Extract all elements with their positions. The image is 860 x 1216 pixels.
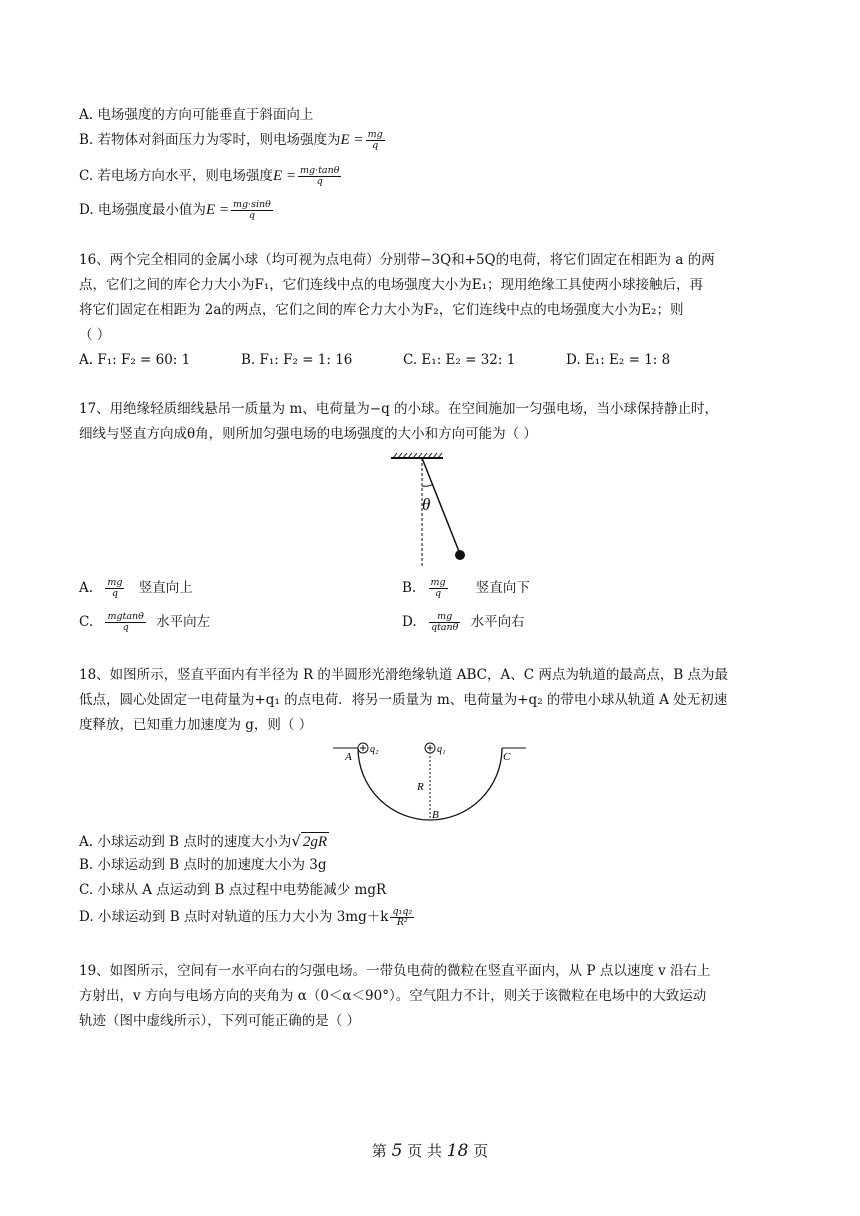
q18-stem-line-1: 18、如图所示，竖直平面内有半径为 R 的半圆形光滑绝缘轨道 ABC，A、C 两点为轨道的最高点，B 点为最 [79,667,729,683]
q18-option-d [79,907,416,928]
q15-option-d [79,200,275,221]
q15-option-b-fraction [366,130,385,151]
theta-label: θ [422,495,431,514]
q17-option-c-label: C. [79,614,94,630]
q18-option-d-den: R² [396,917,408,928]
footer-suffix: 页 [473,1142,489,1160]
q15-option-b [79,130,387,151]
q17-option-b-direction: 竖直向下 [475,580,530,596]
q15-option-c-fraction [298,166,341,187]
q16-option-b: B. F₁: F₂ = 1: 16 [241,352,353,368]
angle-arc [422,484,433,486]
q17-option-d-num: mg [429,612,460,623]
q16-stem-line-4: （ ） [79,327,111,343]
q18-stem-line-2: 低点，圆心处固定一电荷量为+q₁ 的点电荷．将另一质量为 m、电荷量为+q₂ 的带电小球从轨道 A 处无初速 [79,692,728,708]
label-b: B [432,809,439,821]
q17-option-d-direction: 水平向右 [470,614,525,630]
q15-option-b-den: q [372,140,379,151]
q18-option-d-text: D. 小球运动到 B 点时对轨道的压力大小为 3mg＋k [79,909,389,925]
label-r: R [417,781,424,793]
q19-stem-line-3: 轨迹（图中虚线所示），下列可能正确的是（ ） [79,1013,361,1029]
ball [455,550,465,560]
q17-option-c-num: mgtanθ [107,611,144,622]
q17-option-b-fraction [429,578,448,599]
label-q1: q₁ [437,744,446,755]
sqrt-icon: √ [291,832,301,850]
q18-semicircle-track-figure [330,738,530,824]
q15-option-c-text: C. 若电场方向水平，则电场强度 [79,168,273,184]
q17-stem-line-1: 17、用绝缘轻质细线悬吊一质量为 m、电荷量为−q 的小球。在空间施加一匀强电场，当小球保持静止时， [79,401,719,417]
page-number: 5 [391,1141,403,1161]
q15-option-b-num: mg [367,129,383,140]
q17-option-a-label: A. [79,580,94,596]
q18-option-a [79,832,329,851]
q18-option-b: B. 小球运动到 B 点时的加速度大小为 3g [79,857,327,873]
q18-option-a-value: 2gR [302,834,328,850]
q17-option-b [402,578,530,599]
q17-option-a [79,578,193,599]
q17-option-a-direction: 竖直向上 [138,580,193,596]
q16-option-d: D. E₁: E₂ = 1: 8 [566,352,671,368]
q17-option-c-fraction [105,612,145,633]
q15-option-d-fraction [231,200,273,221]
q15-option-d-text: D. 电场强度最小值为 [79,202,206,218]
q18-stem-line-3: 度释放，已知重力加速度为 g，则（ ） [79,717,313,733]
label-c: C [503,751,511,763]
q16-stem-line-1: 16、两个完全相同的金属小球（均可视为点电荷）分别带−3Q和+5Q的电荷，将它们固定在相距为 a 的两 [79,252,715,268]
q19-stem-line-1: 19、如图所示，空间有一水平向右的匀强电场。一带负电荷的微粒在竖直平面内，从 P 点以速度 v 沿右上 [79,963,711,979]
q19-stem-line-2: 方射出，v 方向与电场方向的夹角为 α（0＜α＜90°）。空气阻力不计，则关于该微粒在电场中的大致运动 [79,988,707,1004]
q15-option-a: A. 电场强度的方向可能垂直于斜面向上 [79,107,314,123]
q17-option-d [402,612,525,633]
q18-option-d-fraction [390,907,414,928]
footer-prefix: 第 [371,1142,387,1160]
q16-stem-line-3: 将它们固定在相距为 2a的两点，它们之间的库仑力大小为F₂，它们连线中点的电场强度大小为E₂；则 [79,302,684,318]
q15-option-c-den: q [316,176,323,187]
charge-q1-icon [425,743,435,753]
q17-option-a-num: mg [107,577,123,588]
q15-option-d-num: mg·sinθ [232,199,271,210]
q17-option-c-direction: 水平向左 [156,614,211,630]
q15-option-c [79,166,343,187]
page-footer [0,1140,860,1161]
q18-option-c: C. 小球从 A 点运动到 B 点过程中电势能减少 mgR [79,882,387,898]
q17-option-c [79,612,210,633]
q17-option-a-den: q [111,588,118,599]
q17-pendulum-figure [385,450,485,572]
q17-option-d-label: D. [402,614,417,630]
q17-option-b-den: q [435,588,442,599]
q15-option-d-lhs: E = [205,202,229,218]
q16-option-c: C. E₁: E₂ = 32: 1 [403,352,516,368]
q18-option-a-text: A. 小球运动到 B 点时的速度大小为 [79,834,292,850]
q15-option-d-den: q [248,210,255,221]
page-total: 18 [446,1141,469,1161]
charge-q2-icon [358,743,368,753]
q17-option-d-den: qtanθ [430,622,459,633]
q15-option-c-lhs: E = [272,168,296,184]
label-a: A [345,751,352,763]
q17-option-b-num: mg [430,577,446,588]
q16-option-a: A. F₁: F₂ = 60: 1 [79,352,191,368]
q17-option-a-fraction [105,578,124,599]
q17-stem-line-2: 细线与竖直方向成θ角，则所加匀强电场的电场强度的大小和方向可能为（ ） [79,426,537,442]
q15-option-b-text: B. 若物体对斜面压力为零时，则电场强度为 [79,132,341,148]
q15-option-b-lhs: E = [340,132,364,148]
label-q2: q₂ [370,744,379,755]
q17-option-c-den: q [122,622,129,633]
q16-stem-line-2: 点，它们之间的库仑力大小为F₁，它们连线中点的电场强度大小为E₁；现用绝缘工具使两小球接触后，再 [79,277,704,293]
q18-option-d-num: q₁q₂ [392,906,413,917]
q17-option-d-fraction [429,612,460,633]
q17-option-b-label: B. [402,580,417,596]
footer-middle: 页 共 [407,1142,442,1160]
q15-option-c-num: mg·tanθ [299,165,340,176]
